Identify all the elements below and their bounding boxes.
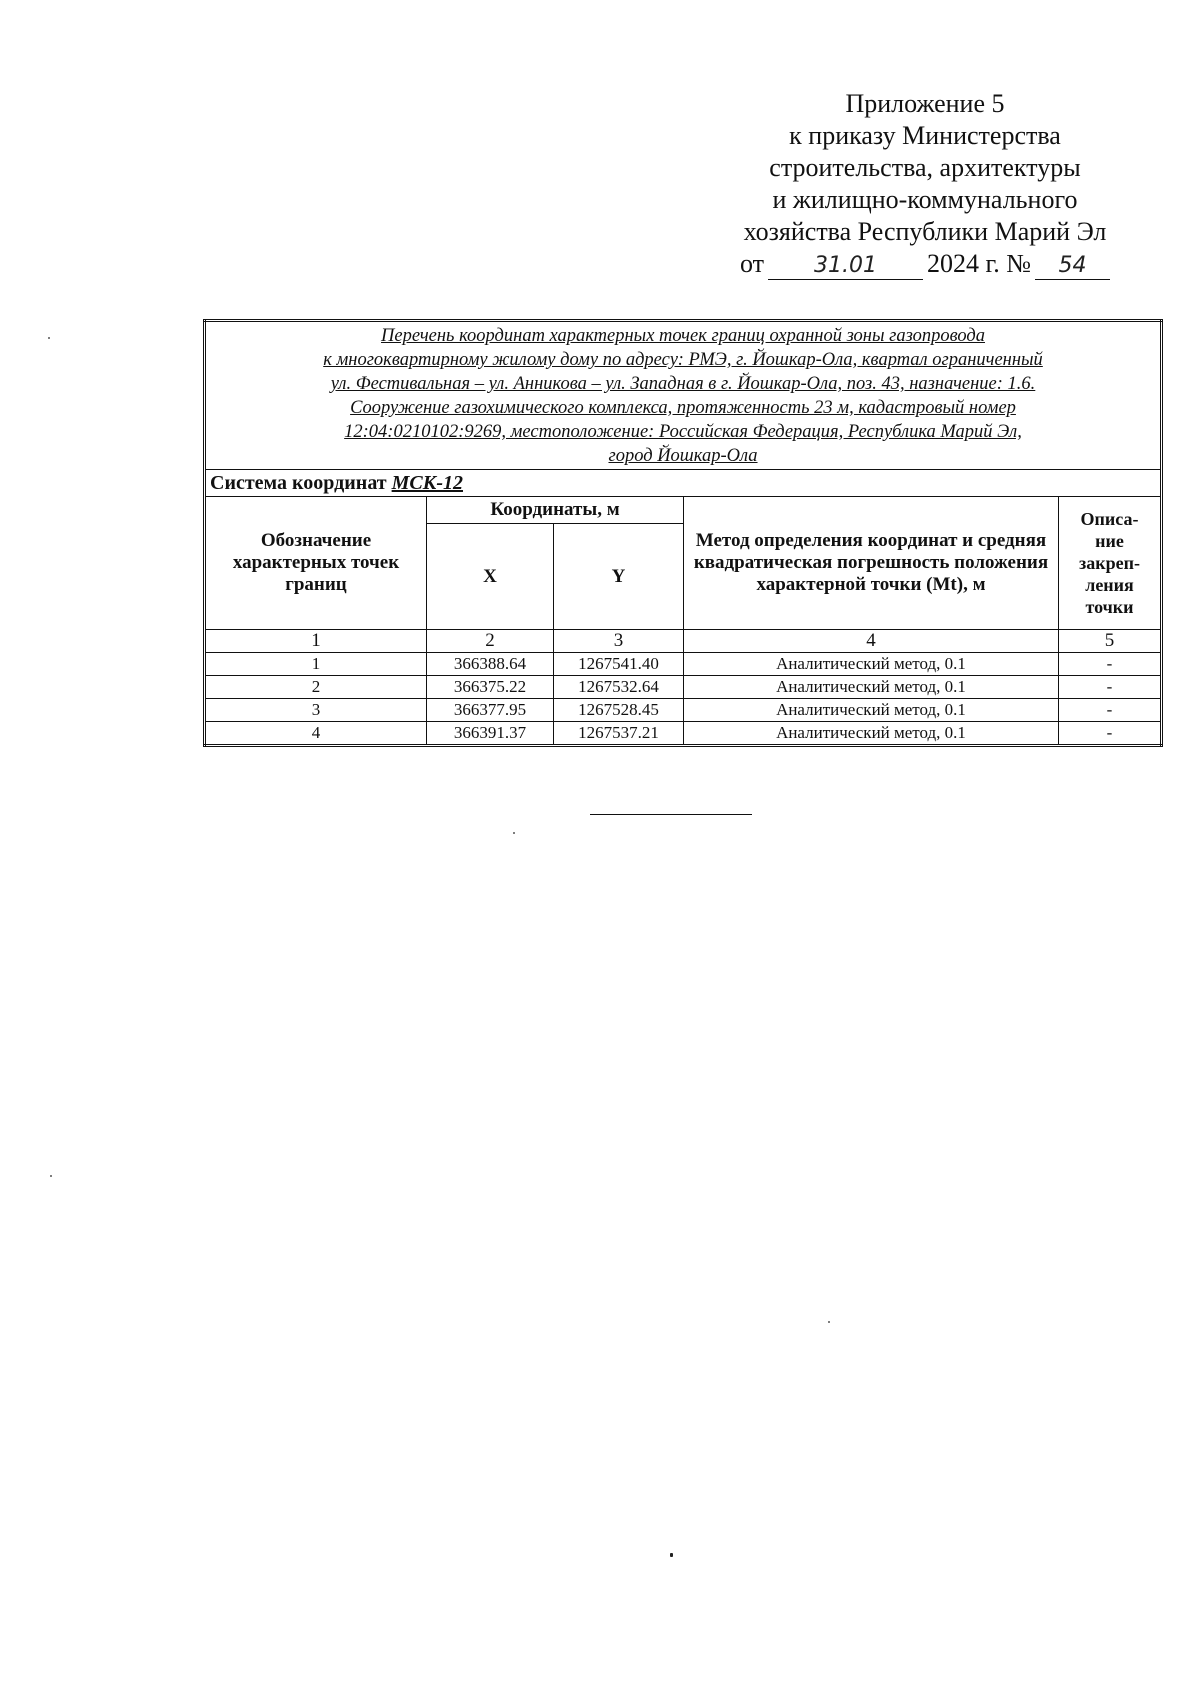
- header-designation: Обозначение характерных точек границ: [205, 497, 427, 630]
- y-cell: 1267537.21: [554, 722, 684, 746]
- scan-speck: [828, 1321, 830, 1323]
- description-cell: -: [1059, 676, 1162, 699]
- method-cell: Аналитический метод, 0.1: [684, 653, 1059, 676]
- x-cell: 366375.22: [427, 676, 554, 699]
- column-number: 1: [205, 630, 427, 653]
- caption-line: Сооружение газохимического комплекса, протяженность 23 м, кадастровый номер: [350, 398, 1016, 418]
- header-description-line: закреп-: [1079, 553, 1140, 573]
- appendix-header: [700, 88, 1150, 280]
- x-cell: 366388.64: [427, 653, 554, 676]
- x-cell: 366377.95: [427, 699, 554, 722]
- caption-line: город Йошкар-Ола: [608, 446, 758, 466]
- header-description-line: Описа-: [1080, 509, 1139, 529]
- method-cell: Аналитический метод, 0.1: [684, 722, 1059, 746]
- caption-line: Перечень координат характерных точек границ охранной зоны газопровода: [381, 326, 985, 346]
- header-coordinates: Координаты, м: [427, 497, 684, 524]
- column-number: 2: [427, 630, 554, 653]
- caption-line: к многоквартирному жилому дому по адресу: РМЭ, г. Йошкар-Ола, квартал ограниченный: [323, 350, 1043, 370]
- header-row-1: [205, 497, 1162, 524]
- x-cell: 366391.37: [427, 722, 554, 746]
- appendix-line-republic: хозяйства Республики Марий Эл: [743, 217, 1107, 246]
- scan-speck: [513, 832, 515, 834]
- table-caption: [205, 321, 1162, 470]
- from-label: от: [739, 249, 764, 278]
- description-cell: -: [1059, 699, 1162, 722]
- order-number-handwritten: 54: [1035, 253, 1110, 280]
- table-row: [205, 699, 1162, 722]
- method-cell: Аналитический метод, 0.1: [684, 699, 1059, 722]
- caption-line: 12:04:0210102:9269, местоположение: Российская Федерация, Республика Марий Эл,: [344, 422, 1022, 442]
- coordinate-system: [205, 470, 1162, 497]
- column-number: 5: [1059, 630, 1162, 653]
- caption-row: [205, 321, 1162, 470]
- scan-speck: [48, 337, 50, 339]
- coordinate-system-row: [205, 470, 1162, 497]
- header-method: Метод определения координат и средняя квадратическая погрешность положения характерной точки (Mt), м: [684, 497, 1059, 630]
- header-y: Y: [554, 524, 684, 630]
- scan-speck: [670, 1553, 673, 1557]
- description-cell: -: [1059, 722, 1162, 746]
- end-separator-line: [590, 814, 752, 815]
- coordinates-table: [203, 319, 1163, 747]
- appendix-line-ministry: строительства, архитектуры: [769, 153, 1081, 182]
- coordinate-system-label: Система координат: [210, 471, 387, 494]
- y-cell: 1267541.40: [554, 653, 684, 676]
- caption-line: ул. Фестивальная – ул. Анникова – ул. Западная в г. Йошкар-Ола, поз. 43, назначение: 1.6.: [330, 374, 1036, 394]
- point-cell: 4: [205, 722, 427, 746]
- y-cell: 1267528.45: [554, 699, 684, 722]
- order-date-line: [700, 248, 1150, 280]
- order-date-handwritten: 31.01: [768, 253, 923, 280]
- year-number-label: 2024 г. №: [926, 249, 1032, 278]
- header-description-line: точки: [1085, 597, 1134, 617]
- table-row: [205, 722, 1162, 746]
- column-number-row: [205, 630, 1162, 653]
- scan-speck: [50, 1175, 52, 1177]
- header-x: X: [427, 524, 554, 630]
- y-cell: 1267532.64: [554, 676, 684, 699]
- appendix-title: Приложение 5: [845, 89, 1005, 118]
- point-cell: 3: [205, 699, 427, 722]
- method-cell: Аналитический метод, 0.1: [684, 676, 1059, 699]
- header-description: [1059, 497, 1162, 630]
- column-number: 3: [554, 630, 684, 653]
- header-description-line: ние: [1095, 531, 1124, 551]
- table-row: [205, 676, 1162, 699]
- table-row: [205, 653, 1162, 676]
- point-cell: 2: [205, 676, 427, 699]
- column-number: 4: [684, 630, 1059, 653]
- appendix-line-housing: и жилищно-коммунального: [772, 185, 1078, 214]
- description-cell: -: [1059, 653, 1162, 676]
- appendix-line-order: к приказу Министерства: [789, 121, 1061, 150]
- point-cell: 1: [205, 653, 427, 676]
- header-description-line: ления: [1085, 575, 1134, 595]
- coordinate-system-value: МСК-12: [391, 471, 463, 494]
